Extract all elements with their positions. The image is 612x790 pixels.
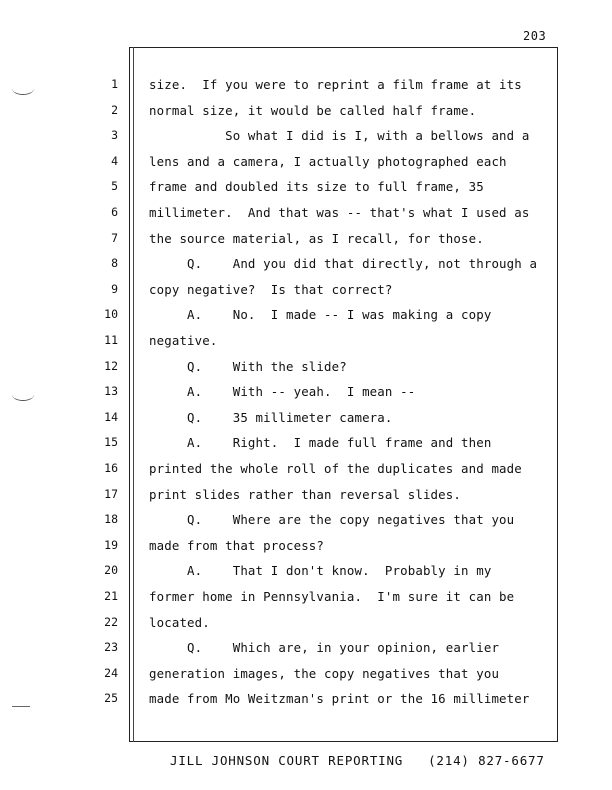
- footer-spacer: [403, 753, 428, 768]
- line-number: 7: [111, 230, 118, 245]
- line-number: 12: [104, 358, 118, 373]
- transcript-line: lens and a camera, I actually photographed each: [149, 153, 507, 169]
- transcript-line: the source material, as I recall, for those.: [149, 230, 484, 246]
- transcript-line: A. Right. I made full frame and then: [149, 435, 492, 451]
- line-number: 15: [104, 435, 118, 450]
- line-number: 21: [104, 589, 118, 603]
- transcript-line: former home in Pennsylvania. I'm sure it can be: [149, 589, 515, 604]
- hole-punch-mark: [12, 82, 34, 95]
- transcript-line: Q. Which are, in your opinion, earlier: [149, 640, 500, 656]
- transcript-line: made from that process?: [149, 537, 325, 553]
- transcript-line: located.: [149, 614, 210, 630]
- transcript-line: copy negative? Is that correct?: [149, 281, 393, 297]
- line-number: 25: [104, 691, 118, 706]
- line-number: 1: [111, 77, 118, 91]
- line-number: 2: [111, 102, 118, 117]
- transcript-line: Q. 35 millimeter camera.: [149, 409, 393, 425]
- hole-punch-mark: [12, 388, 34, 401]
- transcript-line: So what I did is I, with a bellows and a: [149, 128, 530, 144]
- court-reporter-phone: (214) 827-6677: [428, 753, 545, 768]
- line-number: 18: [104, 512, 118, 527]
- line-number: 19: [104, 537, 118, 552]
- transcript-line: A. No. I made -- I was making a copy: [149, 307, 492, 323]
- transcript-line: A. With -- yeah. I mean --: [149, 384, 416, 400]
- transcript-line: frame and doubled its size to full frame, 35: [149, 179, 484, 195]
- line-number: 13: [104, 384, 118, 399]
- line-number: 3: [111, 128, 118, 143]
- transcript-line: printed the whole roll of the duplicates and made: [149, 461, 522, 476]
- line-number: 10: [104, 307, 118, 322]
- line-number: 14: [104, 409, 118, 424]
- line-number: 16: [104, 461, 118, 475]
- line-number: 4: [111, 153, 118, 168]
- line-number: 22: [104, 614, 118, 629]
- transcript-line: made from Mo Weitzman's print or the 16 millimeter: [149, 691, 530, 707]
- line-number: 6: [111, 205, 118, 219]
- line-number: 8: [111, 256, 118, 271]
- transcript-line: size. If you were to reprint a film frame at its: [149, 77, 522, 92]
- line-number: 11: [104, 333, 118, 347]
- transcript-line: normal size, it would be called half frame.: [149, 102, 477, 118]
- line-number: 24: [104, 665, 118, 680]
- margin-rule: [133, 47, 134, 742]
- footer: [170, 753, 545, 768]
- page-number: 203: [523, 29, 547, 43]
- line-number: 20: [104, 563, 118, 578]
- line-number: 9: [111, 281, 118, 296]
- line-number: 23: [104, 640, 118, 655]
- transcript-line: print slides rather than reversal slides.: [149, 486, 462, 502]
- line-number: 5: [111, 179, 118, 194]
- court-reporter-name: JILL JOHNSON COURT REPORTING: [170, 753, 404, 768]
- transcript-line: Q. With the slide?: [149, 358, 347, 374]
- transcript-line: Q. Where are the copy negatives that you: [149, 512, 515, 528]
- transcript-line: A. That I don't know. Probably in my: [149, 563, 492, 579]
- hole-punch-mark: [12, 706, 30, 707]
- transcript-line: Q. And you did that directly, not through a: [149, 256, 538, 272]
- transcript-line: generation images, the copy negatives that you: [149, 665, 500, 681]
- line-number: 17: [104, 486, 118, 501]
- transcript-line: millimeter. And that was -- that's what I used as: [149, 205, 530, 220]
- transcript-line: negative.: [149, 333, 218, 348]
